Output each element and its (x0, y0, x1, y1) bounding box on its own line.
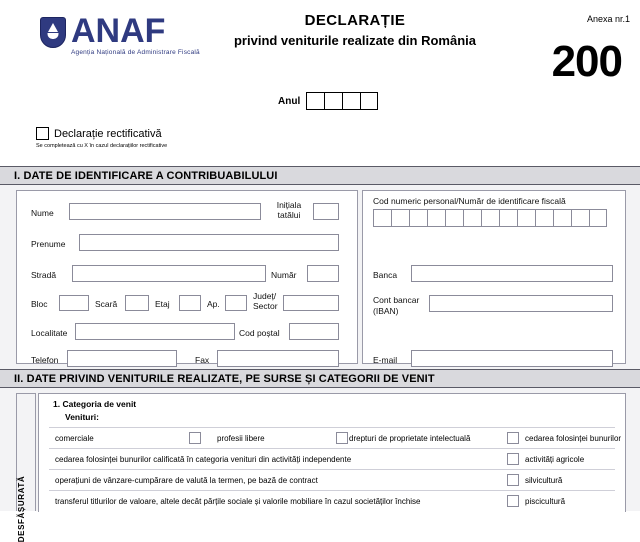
page-title: DECLARAȚIE (304, 12, 406, 29)
cnp-cell[interactable] (409, 209, 427, 227)
venit-label-activitati-agricole: activități agricole (525, 455, 585, 464)
label-banca: Banca (373, 270, 398, 280)
input-cont-bancar[interactable] (429, 295, 613, 312)
input-prenume[interactable] (79, 234, 339, 251)
section-2-header: II. DATE PRIVIND VENITURILE REALIZATE, PE SURSE ȘI CATEGORII DE VENIT (0, 369, 640, 388)
anul-cell[interactable] (360, 92, 378, 110)
label-ap: Ap. (207, 299, 220, 309)
rectificativa-label: Declarație rectificativă (54, 127, 162, 140)
input-numar[interactable] (307, 265, 339, 282)
label-telefon: Telefon (31, 355, 59, 365)
cnp-input-grid[interactable] (373, 209, 607, 227)
input-initiala[interactable] (313, 203, 339, 220)
section-2-body (0, 388, 640, 542)
cnp-cell[interactable] (481, 209, 499, 227)
venit-checkbox-vanzare-cumparare-valuta[interactable] (507, 474, 519, 486)
form-number: 200 (551, 37, 622, 86)
input-email[interactable] (411, 350, 613, 367)
document-title-block (190, 12, 520, 48)
input-cod-postal[interactable] (289, 323, 339, 340)
input-scara[interactable] (125, 295, 149, 311)
input-judet[interactable] (283, 295, 339, 311)
venit-checkbox-transferul-titlurilor[interactable] (507, 495, 519, 507)
label-cnp: Cod numeric personal/Număr de identificare fiscală (373, 196, 566, 206)
venit-checkbox-drepturi-proprietate-intelectuala[interactable] (507, 432, 519, 444)
anaf-logo-name: ANAF (71, 12, 166, 50)
label-localitate: Localitate (31, 328, 68, 338)
venit-label-cedarea-folosintei-bunurilor: cedarea folosinței bunurilor (525, 434, 622, 443)
page-subtitle: privind veniturile realizate din România (233, 33, 476, 48)
cnp-cell[interactable] (463, 209, 481, 227)
side-tab-desfasurata (16, 393, 36, 542)
venit-label-transferul-titlurilor: transferul titlurilor de valoare, altele decât părțile sociale și valorile mobiliare în cazul societăților închise (55, 497, 421, 506)
venit-label-silvicultura: silvicultură (525, 476, 563, 485)
cnp-cell[interactable] (373, 209, 391, 227)
divider (49, 469, 615, 470)
label-etaj: Etaj (155, 299, 170, 309)
cnp-cell[interactable] (589, 209, 607, 227)
anul-label: Anul (278, 95, 301, 107)
label-judet-l1: Județ/ (253, 291, 277, 301)
venit-checkbox-cedarea-calificata[interactable] (507, 453, 519, 465)
divider (49, 427, 615, 428)
venituri-title: Venituri: (65, 412, 100, 422)
venit-label-cedarea-calificata: cedarea folosinței bunurilor calificată în categoria venituri din activități independente (55, 455, 352, 464)
cnp-cell[interactable] (535, 209, 553, 227)
input-strada[interactable] (72, 265, 266, 282)
label-cod-postal: Cod poștal (239, 328, 280, 338)
venit-checkbox-profesii-libere[interactable] (336, 432, 348, 444)
cnp-cell[interactable] (553, 209, 571, 227)
anaf-logo (40, 14, 200, 57)
shield-icon (40, 17, 66, 48)
cnp-cell[interactable] (445, 209, 463, 227)
venit-label-comerciale: comerciale (55, 434, 94, 443)
label-scara: Scară (95, 299, 118, 309)
label-judet-l2: Sector (253, 301, 278, 311)
cnp-cell[interactable] (499, 209, 517, 227)
declaratie-rectificativa-block (36, 127, 167, 149)
input-bloc[interactable] (59, 295, 89, 311)
anul-cell[interactable] (306, 92, 324, 110)
venit-checkbox-comerciale[interactable] (189, 432, 201, 444)
identification-right-panel (362, 190, 626, 364)
venit-label-vanzare-cumparare-valuta: operațiuni de vânzare-cumpărare de valută la termen, pe bază de contract (55, 476, 318, 485)
divider (49, 490, 615, 491)
label-numar: Număr (271, 270, 297, 280)
input-etaj[interactable] (179, 295, 201, 311)
label-strada: Stradă (31, 270, 57, 280)
categorie-venit-panel (38, 393, 626, 512)
label-initiala-l2: tatălui (277, 210, 301, 220)
identification-left-panel (16, 190, 358, 364)
venit-label-profesii-libere: profesii libere (217, 434, 265, 443)
input-nume[interactable] (69, 203, 261, 220)
label-bloc: Bloc (31, 299, 48, 309)
label-nume: Nume (31, 208, 54, 218)
anaf-logo-subtitle: Agenția Națională de Administrare Fiscală (71, 49, 200, 56)
divider (49, 448, 615, 449)
section-1-body (0, 185, 640, 370)
label-cont-l1: Cont bancar (373, 295, 420, 305)
section-1-header: I. DATE DE IDENTIFICARE A CONTRIBUABILULUI (0, 166, 640, 185)
categorie-venit-title: 1. Categoria de venit (53, 399, 137, 409)
anexa-label: Anexa nr.1 (586, 14, 630, 24)
anul-row (278, 92, 378, 110)
input-ap[interactable] (225, 295, 247, 311)
cnp-cell[interactable] (571, 209, 589, 227)
label-prenume: Prenume (31, 239, 66, 249)
side-tab-label: DESFĂȘURATĂ (17, 475, 26, 542)
anul-cell[interactable] (342, 92, 360, 110)
cnp-cell[interactable] (391, 209, 409, 227)
input-fax[interactable] (217, 350, 339, 367)
input-telefon[interactable] (67, 350, 177, 367)
venit-label-piscicultura: piscicultură (525, 497, 566, 506)
label-fax: Fax (195, 355, 210, 365)
label-email: E-mail (373, 355, 398, 365)
anul-input-cells[interactable] (306, 92, 378, 110)
venit-label-drepturi-proprietate-intelectuala: drepturi de proprietate intelectuală (349, 434, 471, 443)
rectificativa-note: Se completează cu X în cazul declarațiilor rectificative (36, 143, 168, 149)
rectificativa-checkbox[interactable] (36, 127, 49, 140)
cnp-cell[interactable] (427, 209, 445, 227)
anul-cell[interactable] (324, 92, 342, 110)
cnp-cell[interactable] (517, 209, 535, 227)
input-localitate[interactable] (75, 323, 235, 340)
label-cont-l2: (IBAN) (373, 306, 399, 316)
input-banca[interactable] (411, 265, 613, 282)
label-initiala-l1: Inițiala (276, 200, 302, 210)
